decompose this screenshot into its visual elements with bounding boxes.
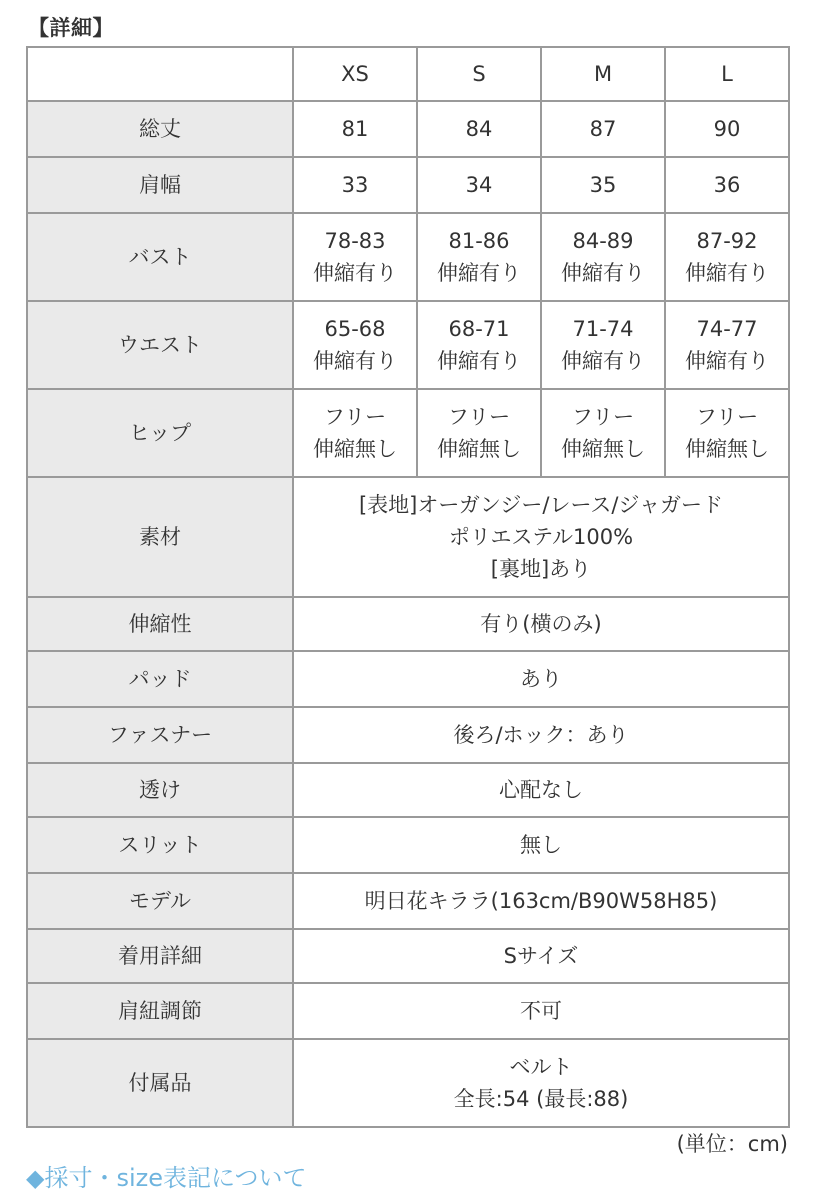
- bust-l-note: 伸縮有り: [685, 261, 769, 285]
- accessories-value: [293, 1039, 789, 1127]
- length-xs: 81: [293, 101, 417, 157]
- row-label-slit: スリット: [27, 817, 293, 873]
- waist-l-note: 伸縮有り: [685, 349, 769, 373]
- row-label-model: モデル: [27, 873, 293, 929]
- waist-l: [665, 301, 789, 389]
- strap-value: 不可: [293, 983, 789, 1039]
- bust-l: [665, 213, 789, 301]
- hip-s-note: 伸縮無し: [437, 437, 521, 461]
- row-label-accessories: 付属品: [27, 1039, 293, 1127]
- hip-m: [541, 389, 665, 477]
- table-row-model: [27, 873, 789, 929]
- bust-m: [541, 213, 665, 301]
- size-header-s: S: [417, 47, 541, 101]
- worn-size-value: Sサイズ: [293, 929, 789, 983]
- size-header-m: M: [541, 47, 665, 101]
- sheer-value: 心配なし: [293, 763, 789, 817]
- shoulder-s: 34: [417, 157, 541, 213]
- waist-xs-note: 伸縮有り: [313, 349, 397, 373]
- pad-value: あり: [293, 651, 789, 707]
- waist-s-note: 伸縮有り: [437, 349, 521, 373]
- bust-xs: [293, 213, 417, 301]
- model-value: 明日花キララ(163cm/B90W58H85): [293, 873, 789, 929]
- bust-s: [417, 213, 541, 301]
- table-row-material: [27, 477, 789, 597]
- row-label-stretch: 伸縮性: [27, 597, 293, 651]
- hip-xs-range: フリー: [323, 405, 387, 429]
- size-header-xs: XS: [293, 47, 417, 101]
- size-guide-link[interactable]: ◆採寸・size表記について: [26, 1164, 307, 1192]
- hip-l: [665, 389, 789, 477]
- table-row-accessories: [27, 1039, 789, 1127]
- size-header-row: [27, 47, 789, 101]
- fastener-value: 後ろ/ホック：あり: [293, 707, 789, 763]
- row-label-material: 素材: [27, 477, 293, 597]
- length-l: 90: [665, 101, 789, 157]
- row-label-sheer: 透け: [27, 763, 293, 817]
- slit-value: 無し: [293, 817, 789, 873]
- bust-s-note: 伸縮有り: [437, 261, 521, 285]
- row-label-bust: バスト: [27, 213, 293, 301]
- shoulder-m: 35: [541, 157, 665, 213]
- row-label-length: 総丈: [27, 101, 293, 157]
- table-row-worn-size: [27, 929, 789, 983]
- table-row-pad: [27, 651, 789, 707]
- table-corner-cell: [27, 47, 293, 101]
- hip-s: [417, 389, 541, 477]
- row-label-hip: ヒップ: [27, 389, 293, 477]
- length-m: 87: [541, 101, 665, 157]
- length-s: 84: [417, 101, 541, 157]
- unit-note: (単位：cm): [676, 1132, 788, 1156]
- hip-l-note: 伸縮無し: [685, 437, 769, 461]
- bust-s-range: 81-86: [448, 229, 510, 253]
- hip-m-note: 伸縮無し: [561, 437, 645, 461]
- waist-xs: [293, 301, 417, 389]
- waist-s: [417, 301, 541, 389]
- waist-xs-range: 65-68: [324, 317, 386, 341]
- material-line-outer: [表地]オーガンジー/レース/ジャガード: [358, 493, 724, 517]
- table-row-stretch: [27, 597, 789, 651]
- table-row-waist: [27, 301, 789, 389]
- stretch-value: 有り(横のみ): [293, 597, 789, 651]
- waist-l-range: 74-77: [696, 317, 758, 341]
- waist-s-range: 68-71: [448, 317, 510, 341]
- shoulder-l: 36: [665, 157, 789, 213]
- bust-xs-range: 78-83: [324, 229, 386, 253]
- bust-m-range: 84-89: [572, 229, 634, 253]
- hip-xs-note: 伸縮無し: [313, 437, 397, 461]
- row-label-fastener: ファスナー: [27, 707, 293, 763]
- table-row-strap: [27, 983, 789, 1039]
- waist-m: [541, 301, 665, 389]
- size-header-l: L: [665, 47, 789, 101]
- row-label-shoulder: 肩幅: [27, 157, 293, 213]
- hip-xs: [293, 389, 417, 477]
- table-row-bust: [27, 213, 789, 301]
- table-row-fastener: [27, 707, 789, 763]
- material-value: [293, 477, 789, 597]
- accessories-line-item: ベルト: [509, 1055, 573, 1079]
- material-line-fiber: ポリエステル100%: [448, 525, 634, 549]
- row-label-worn-size: 着用詳細: [27, 929, 293, 983]
- material-line-lining: [裏地]あり: [490, 557, 592, 581]
- bust-m-note: 伸縮有り: [561, 261, 645, 285]
- hip-s-range: フリー: [447, 405, 511, 429]
- bust-xs-note: 伸縮有り: [313, 261, 397, 285]
- table-row-shoulder: [27, 157, 789, 213]
- row-label-strap: 肩紐調節: [27, 983, 293, 1039]
- shoulder-xs: 33: [293, 157, 417, 213]
- table-row-slit: [27, 817, 789, 873]
- table-row-hip: [27, 389, 789, 477]
- row-label-pad: パッド: [27, 651, 293, 707]
- waist-m-note: 伸縮有り: [561, 349, 645, 373]
- size-spec-table: [26, 46, 790, 1128]
- hip-l-range: フリー: [695, 405, 759, 429]
- hip-m-range: フリー: [571, 405, 635, 429]
- table-row-sheer: [27, 763, 789, 817]
- accessories-line-length: 全長:54 (最長:88): [453, 1087, 629, 1111]
- row-label-waist: ウエスト: [27, 301, 293, 389]
- section-heading: 【詳細】: [28, 16, 114, 40]
- waist-m-range: 71-74: [572, 317, 634, 341]
- table-row-length: [27, 101, 789, 157]
- bust-l-range: 87-92: [696, 229, 758, 253]
